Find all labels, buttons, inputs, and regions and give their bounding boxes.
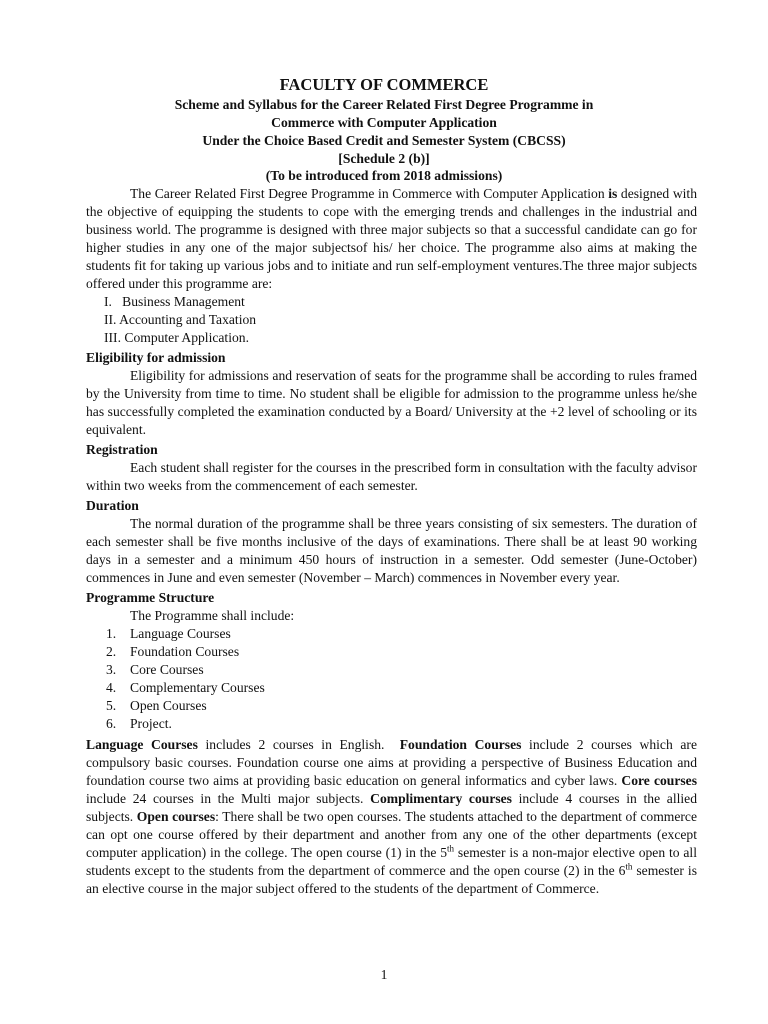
intro-paragraph	[86, 185, 697, 293]
courses-text-4: include 4 courses in the allied subjects.	[86, 791, 698, 824]
list-item	[86, 697, 697, 715]
list-item-number: 4.	[106, 680, 117, 695]
list-item	[86, 625, 697, 643]
list-item-number: 6.	[106, 716, 117, 731]
duration-heading: Duration	[86, 498, 139, 513]
courses-bold-complimentary: Complimentary courses	[370, 791, 512, 806]
list-item: II. Accounting and Taxation	[104, 312, 257, 327]
courses-text-1: includes 2 courses in English.	[197, 737, 400, 752]
list-item-number: 1.	[106, 626, 117, 641]
list-item	[86, 643, 697, 661]
courses-text-5: : There shall be two open courses. The students attached to the department of commerce can opt one course offered by their department and another from any one of the other departments (except computer application) in the college. The open course (1) in the 5	[86, 809, 697, 860]
page-title: FACULTY OF COMMERCE	[279, 75, 489, 94]
list-item-number: 5.	[106, 698, 117, 713]
courses-text-6: semester is a non-major elective open to all students except to the students from the department of commerce and the open course (2) in the 6	[86, 845, 697, 878]
courses-text-2: include 2 courses which are compulsory basic courses. Foundation course one aims at providing a perspective of Business Education and foundation course two aims at providing basic education on general informatics and cyber laws.	[86, 737, 697, 788]
page-number: 1	[380, 967, 388, 982]
subtitle-line-1: Scheme and Syllabus for the Career Related First Degree Programme in	[174, 97, 594, 112]
registration-heading: Registration	[86, 442, 158, 457]
eligibility-paragraph: Eligibility for admissions and reservation of seats for the programme shall be according to rules framed by the University from time to time. No student shall be eligible for admission to the programme unless he/she has successfully completed the examination conducted by a Board/ University at the +2 level of schooling or its equivalent.	[86, 368, 697, 437]
intro-bold-is: is	[608, 186, 618, 201]
courses-paragraph	[86, 736, 697, 898]
subtitle-line-3: Under the Choice Based Credit and Semester System (CBCSS)	[202, 133, 566, 148]
structure-intro: The Programme shall include:	[130, 608, 295, 623]
document-body	[86, 185, 697, 898]
list-item-label: Language Courses	[130, 626, 231, 641]
courses-superscript-1: th	[447, 843, 455, 854]
courses-bold-core: Core courses	[621, 773, 697, 788]
courses-text-3: include 24 courses in the Multi major subjects.	[86, 791, 371, 806]
list-item	[86, 679, 697, 697]
list-item-label: Foundation Courses	[130, 644, 240, 659]
subtitle-line-2: Commerce with Computer Application	[271, 115, 497, 130]
list-item-label: Complementary Courses	[130, 680, 265, 695]
structure-list	[86, 625, 697, 733]
major-subjects-list	[86, 293, 697, 347]
duration-paragraph: The normal duration of the programme shall be three years consisting of six semesters. The duration of each semester shall be five months inclusive of the days of examinations. There shall be at least 90 working days in a semester and a minimum 450 hours of instruction in a semester. Odd semester (June-October) commences in June and even semester (November – March) commences in November every year.	[86, 516, 697, 585]
courses-bold-language: Language Courses	[86, 737, 198, 752]
eligibility-heading: Eligibility for admission	[86, 350, 226, 365]
courses-superscript-2: th	[625, 861, 633, 872]
list-item-label: Project.	[130, 716, 172, 731]
registration-paragraph: Each student shall register for the courses in the prescribed form in consultation with the faculty advisor within two weeks from the commencement of each semester.	[86, 460, 697, 493]
intro-text-a: The Career Related First Degree Programme in Commerce with Computer Application	[130, 186, 609, 201]
subtitle-line-4: [Schedule 2 (b)]	[338, 151, 430, 166]
list-item: III. Computer Application.	[104, 330, 249, 345]
courses-text-7: semester is an elective course in the major subject offered to the students of the department of Commerce.	[86, 863, 697, 896]
list-item-number: 2.	[106, 644, 117, 659]
list-item-label: Core Courses	[130, 662, 204, 677]
list-item-number: 3.	[106, 662, 117, 677]
list-item	[86, 715, 697, 733]
list-item	[86, 661, 697, 679]
list-item-label: Open Courses	[130, 698, 207, 713]
courses-bold-foundation: Foundation Courses	[399, 737, 522, 752]
list-item: I. Business Management	[104, 294, 245, 309]
subtitle-line-5: (To be introduced from 2018 admissions)	[265, 168, 503, 183]
structure-heading: Programme Structure	[86, 590, 215, 605]
intro-text-b: designed with the objective of equipping the students to cope with the emerging trends and challenges in the industrial and business world. The programme is designed with three major subjects so that a successful candidate can go for higher studies in any one of the major subjectsof his/ her choice. The programme also aims at making the students fit for taking up various jobs and to initiate and run self-employment ventures.The three major subjects offered under this programme are:	[86, 186, 697, 291]
courses-bold-open: Open courses	[136, 809, 216, 824]
